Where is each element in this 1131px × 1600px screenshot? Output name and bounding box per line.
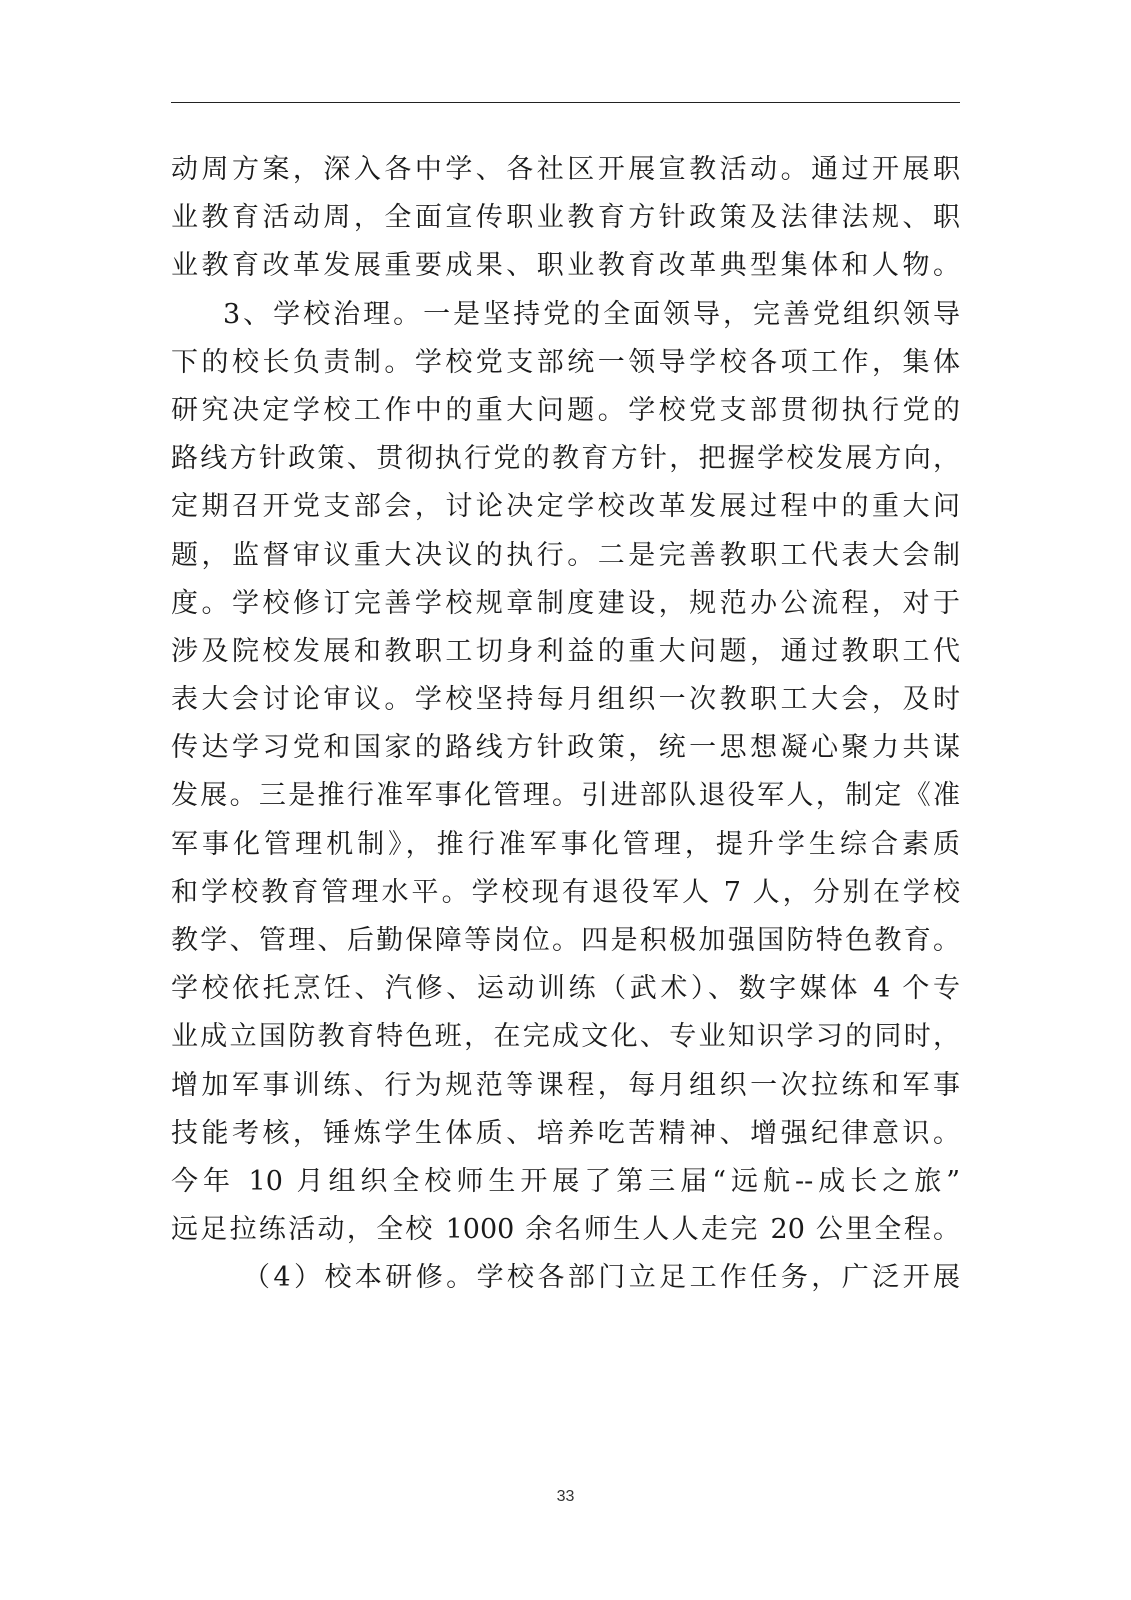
text-line: 增加军事训练、行为规范等课程，每月组织一次拉练和军事 <box>171 1069 960 1101</box>
text-line: 定期召开党支部会，讨论决定学校改革发展过程中的重大问 <box>171 491 960 523</box>
text-line: 军事化管理机制》，推行准军事化管理，提升学生综合素质 <box>171 828 960 860</box>
section-heading-line: 3、学校治理。一是坚持党的全面领导，完善党组织领导 <box>223 298 960 330</box>
text-line: 表大会讨论审议。学校坚持每月组织一次教职工大会，及时 <box>171 684 960 716</box>
text-line: 题，监督审议重大决议的执行。二是完善教职工代表大会制 <box>171 539 960 571</box>
text-line: 路线方针政策、贯彻执行党的教育方针，把握学校发展方向， <box>171 443 960 475</box>
text-line: 业教育改革发展重要成果、职业教育改革典型集体和人物。 <box>171 250 960 282</box>
text-line: 发展。三是推行准军事化管理。引进部队退役军人，制定《准 <box>171 780 960 812</box>
text-line: 学校依托烹饪、汽修、运动训练（武术）、数字媒体 4 个专 <box>171 973 960 1005</box>
text-line: 下的校长负责制。学校党支部统一领导学校各项工作，集体 <box>171 346 960 378</box>
text-line: 传达学习党和国家的路线方针政策，统一思想凝心聚力共谋 <box>171 732 960 764</box>
text-line: 和学校教育管理水平。学校现有退役军人 7 人，分别在学校 <box>171 876 960 908</box>
body-text <box>171 146 960 1303</box>
text-line: 远足拉练活动，全校 1000 余名师生人人走完 20 公里全程。 <box>171 1214 960 1246</box>
text-line: 技能考核，锤炼学生体质、培养吃苦精神、增强纪律意识。 <box>171 1117 960 1149</box>
text-line: 研究决定学校工作中的重大问题。学校党支部贯彻执行党的 <box>171 394 960 426</box>
text-line: 今年 10 月组织全校师生开展了第三届“远航--成长之旅” <box>171 1165 960 1197</box>
text-line: 度。学校修订完善学校规章制度建设，规范办公流程，对于 <box>171 587 960 619</box>
header-rule <box>171 102 960 103</box>
text-line: 业教育活动周，全面宣传职业教育方针政策及法律法规、职 <box>171 202 960 234</box>
text-line: 动周方案，深入各中学、各社区开展宣教活动。通过开展职 <box>171 154 960 185</box>
text-line: 业成立国防教育特色班，在完成文化、专业知识学习的同时， <box>171 1021 960 1053</box>
page-number: 33 <box>556 1488 575 1505</box>
section-heading-line: （4）校本研修。学校各部门立足工作任务，广泛开展 <box>243 1262 960 1294</box>
text-line: 教学、管理、后勤保障等岗位。四是积极加强国防特色教育。 <box>171 925 960 956</box>
text-line: 涉及院校发展和教职工切身利益的重大问题，通过教职工代 <box>171 635 960 667</box>
